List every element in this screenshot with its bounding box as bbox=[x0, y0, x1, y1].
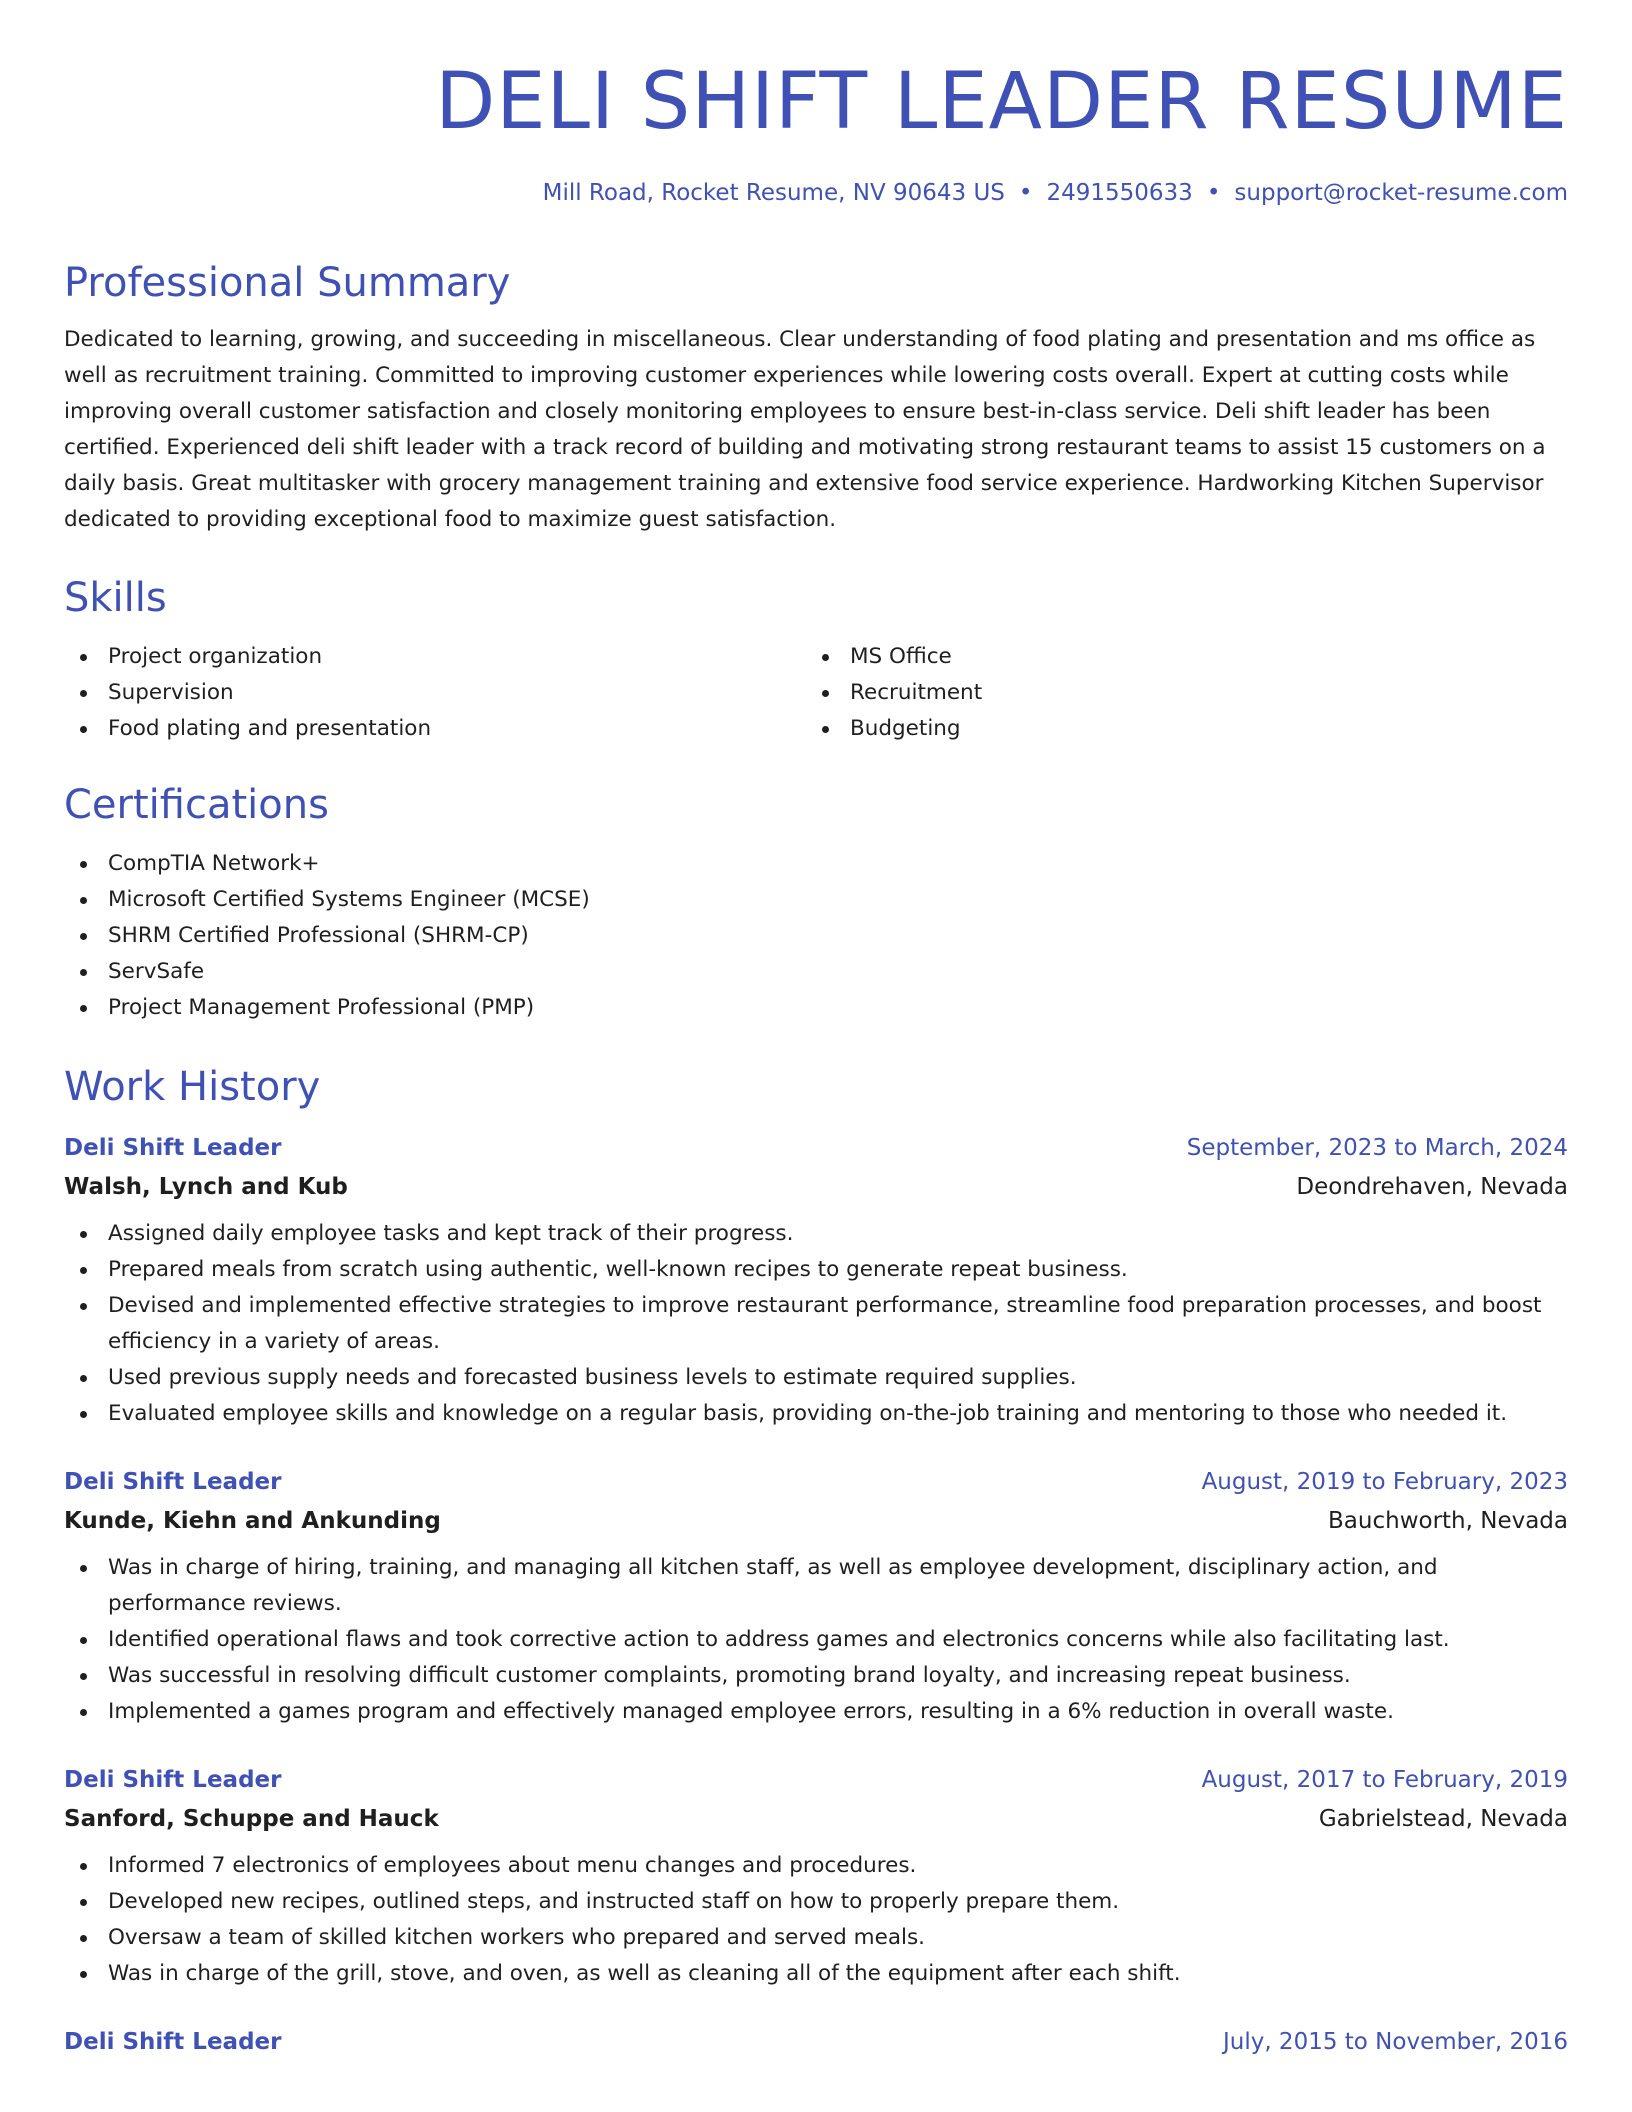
list-item bbox=[64, 711, 806, 747]
work-history-section bbox=[64, 1062, 1568, 2062]
list-item bbox=[64, 1622, 1568, 1658]
bullet-icon bbox=[80, 897, 87, 904]
bullet-icon bbox=[80, 690, 87, 697]
skills-section bbox=[64, 573, 1568, 747]
bullet-icon bbox=[80, 1005, 87, 1012]
list-item-text: Project Management Professional (PMP) bbox=[108, 995, 535, 1020]
list-item bbox=[64, 1848, 1568, 1884]
bullet-icon bbox=[80, 933, 87, 940]
bullet-icon bbox=[80, 1673, 87, 1680]
skills-right-column bbox=[806, 639, 1548, 747]
list-item-text: Evaluated employee skills and knowledge on a regular basis, providing on-the-job training and mentoring to those who needed it. bbox=[108, 1401, 1508, 1426]
job-entry bbox=[64, 1128, 1568, 1432]
list-item-text: Prepared meals from scratch using authentic, well-known recipes to generate repeat business. bbox=[108, 1257, 1128, 1282]
list-item-text: Oversaw a team of skilled kitchen workers who prepared and served meals. bbox=[108, 1925, 925, 1950]
separator: • bbox=[1018, 180, 1033, 206]
bullet-icon bbox=[80, 1411, 87, 1418]
list-item-text: Project organization bbox=[108, 644, 323, 669]
bullet-icon bbox=[80, 1375, 87, 1382]
list-item-text: Recruitment bbox=[850, 680, 983, 705]
job-dates: August, 2019 to February, 2023 bbox=[1201, 1469, 1568, 1495]
bullet-icon bbox=[822, 654, 829, 661]
list-item-text: Used previous supply needs and forecasted business levels to estimate required supplies. bbox=[108, 1365, 1077, 1390]
list-item-text: Informed 7 electronics of employees about menu changes and procedures. bbox=[108, 1853, 917, 1878]
separator: • bbox=[1206, 180, 1221, 206]
list-item bbox=[64, 1920, 1568, 1956]
job-entry bbox=[64, 1462, 1568, 1730]
bullet-icon bbox=[80, 1565, 87, 1572]
job-company: Walsh, Lynch and Kub bbox=[64, 1174, 348, 1200]
bullet-icon bbox=[80, 1709, 87, 1716]
list-item bbox=[64, 675, 806, 711]
job-location: Gabrielstead, Nevada bbox=[1318, 1806, 1568, 1832]
job-location: Deondrehaven, Nevada bbox=[1296, 1174, 1568, 1200]
list-item bbox=[806, 639, 1548, 675]
list-item-text: Assigned daily employee tasks and kept track of their progress. bbox=[108, 1221, 794, 1246]
address-text: Mill Road, Rocket Resume, NV 90643 US bbox=[542, 180, 1005, 206]
work-history-heading: Work History bbox=[64, 1064, 321, 1110]
list-item bbox=[64, 1658, 1568, 1694]
job-dates: September, 2023 to March, 2024 bbox=[1186, 1135, 1568, 1161]
bullet-icon bbox=[822, 726, 829, 733]
list-item bbox=[64, 1694, 1568, 1730]
list-item-text: Microsoft Certified Systems Engineer (MCSE) bbox=[108, 887, 590, 912]
list-item bbox=[64, 639, 806, 675]
list-item bbox=[64, 954, 1568, 990]
list-item-text: Implemented a games program and effectively managed employee errors, resulting in a 6% reduction in overall waste. bbox=[108, 1699, 1394, 1724]
job-entry bbox=[64, 1760, 1568, 1992]
job-location: Bauchworth, Nevada bbox=[1328, 1508, 1568, 1534]
job-title: Deli Shift Leader bbox=[64, 1767, 282, 1793]
job-title: Deli Shift Leader bbox=[64, 2029, 282, 2055]
contact-line bbox=[543, 180, 1568, 206]
skills-left-column bbox=[64, 639, 806, 747]
list-item bbox=[64, 1884, 1568, 1920]
job-title: Deli Shift Leader bbox=[64, 1469, 282, 1495]
job-duties bbox=[64, 1848, 1568, 1992]
list-item bbox=[64, 846, 1568, 882]
list-item bbox=[64, 1550, 1568, 1622]
bullet-icon bbox=[80, 654, 87, 661]
list-item-text: CompTIA Network+ bbox=[108, 851, 320, 876]
bullet-icon bbox=[822, 690, 829, 697]
list-item bbox=[64, 990, 1568, 1026]
bullet-icon bbox=[80, 1267, 87, 1274]
list-item-text: Budgeting bbox=[850, 716, 961, 741]
list-item bbox=[64, 1288, 1568, 1360]
job-company: Kunde, Kiehn and Ankunding bbox=[64, 1508, 441, 1534]
list-item-text: Developed new recipes, outlined steps, and instructed staff on how to properly prepare them. bbox=[108, 1889, 1120, 1914]
list-item bbox=[64, 1956, 1568, 1992]
bullet-icon bbox=[80, 1899, 87, 1906]
list-item-text: SHRM Certified Professional (SHRM-CP) bbox=[108, 923, 529, 948]
certifications-heading: Certifications bbox=[64, 782, 329, 828]
list-item-text: Supervision bbox=[108, 680, 234, 705]
bullet-icon bbox=[80, 1303, 87, 1310]
list-item-text: Was successful in resolving difficult customer complaints, promoting brand loyalty, and increasing repeat business. bbox=[108, 1663, 1351, 1688]
list-item bbox=[64, 1360, 1568, 1396]
list-item bbox=[64, 1396, 1568, 1432]
job-title: Deli Shift Leader bbox=[64, 1135, 282, 1161]
bullet-icon bbox=[80, 969, 87, 976]
bullet-icon bbox=[80, 1863, 87, 1870]
bullet-icon bbox=[80, 861, 87, 868]
list-item bbox=[64, 1216, 1568, 1252]
list-item-text: Devised and implemented effective strategies to improve restaurant performance, streamline food preparation processes, and boost efficiency in a variety of areas. bbox=[108, 1293, 1542, 1354]
certifications-section bbox=[64, 780, 1568, 1026]
skills-columns bbox=[64, 639, 1568, 747]
skills-heading: Skills bbox=[64, 575, 167, 621]
bullet-icon bbox=[80, 1637, 87, 1644]
bullet-icon bbox=[80, 726, 87, 733]
list-item bbox=[806, 711, 1548, 747]
job-duties bbox=[64, 1550, 1568, 1730]
resume-title: DELI SHIFT LEADER RESUME bbox=[435, 57, 1568, 147]
job-entry bbox=[64, 2022, 1568, 2062]
bullet-icon bbox=[80, 1231, 87, 1238]
list-item bbox=[64, 1252, 1568, 1288]
list-item-text: Identified operational flaws and took corrective action to address games and electronics concerns while also facilitating last. bbox=[108, 1627, 1450, 1652]
job-company: Sanford, Schuppe and Hauck bbox=[64, 1806, 439, 1832]
bullet-icon bbox=[80, 1971, 87, 1978]
list-item-text: Was in charge of hiring, training, and managing all kitchen staff, as well as employee development, disciplinary action, and performance reviews. bbox=[108, 1555, 1438, 1616]
summary-text: Dedicated to learning, growing, and succeeding in miscellaneous. Clear understanding of food plating and presentation and ms office as well as recruitment training. Committed to improving customer experiences while lowering costs overall. Expert at cutting costs while improving overall customer satisfaction and closely monitoring employees to ensure best-in-class service. Deli shift leader has been certified. Experienced deli shift leader with a track record of building and motivating strong restaurant teams to assist 15 customers on a daily basis. Great multitasker with grocery management training and extensive food service experience. Hardworking Kitchen Supervisor dedicated to providing exceptional food to maximize guest satisfaction. bbox=[64, 327, 1546, 532]
list-item-text: MS Office bbox=[850, 644, 952, 669]
list-item bbox=[64, 882, 1568, 918]
summary-section bbox=[64, 258, 1568, 538]
list-item-text: Was in charge of the grill, stove, and oven, as well as cleaning all of the equipment after each shift. bbox=[108, 1961, 1181, 1986]
job-dates: August, 2017 to February, 2019 bbox=[1201, 1767, 1568, 1793]
email-link[interactable]: support@rocket-resume.com bbox=[1234, 180, 1568, 206]
list-item-text: Food plating and presentation bbox=[108, 716, 432, 741]
job-dates: July, 2015 to November, 2016 bbox=[1222, 2029, 1568, 2055]
job-duties bbox=[64, 1216, 1568, 1432]
phone-text: 2491550633 bbox=[1046, 180, 1193, 206]
summary-heading: Professional Summary bbox=[64, 260, 511, 306]
list-item-text: ServSafe bbox=[108, 959, 205, 984]
list-item bbox=[64, 918, 1568, 954]
bullet-icon bbox=[80, 1935, 87, 1942]
list-item bbox=[806, 675, 1548, 711]
